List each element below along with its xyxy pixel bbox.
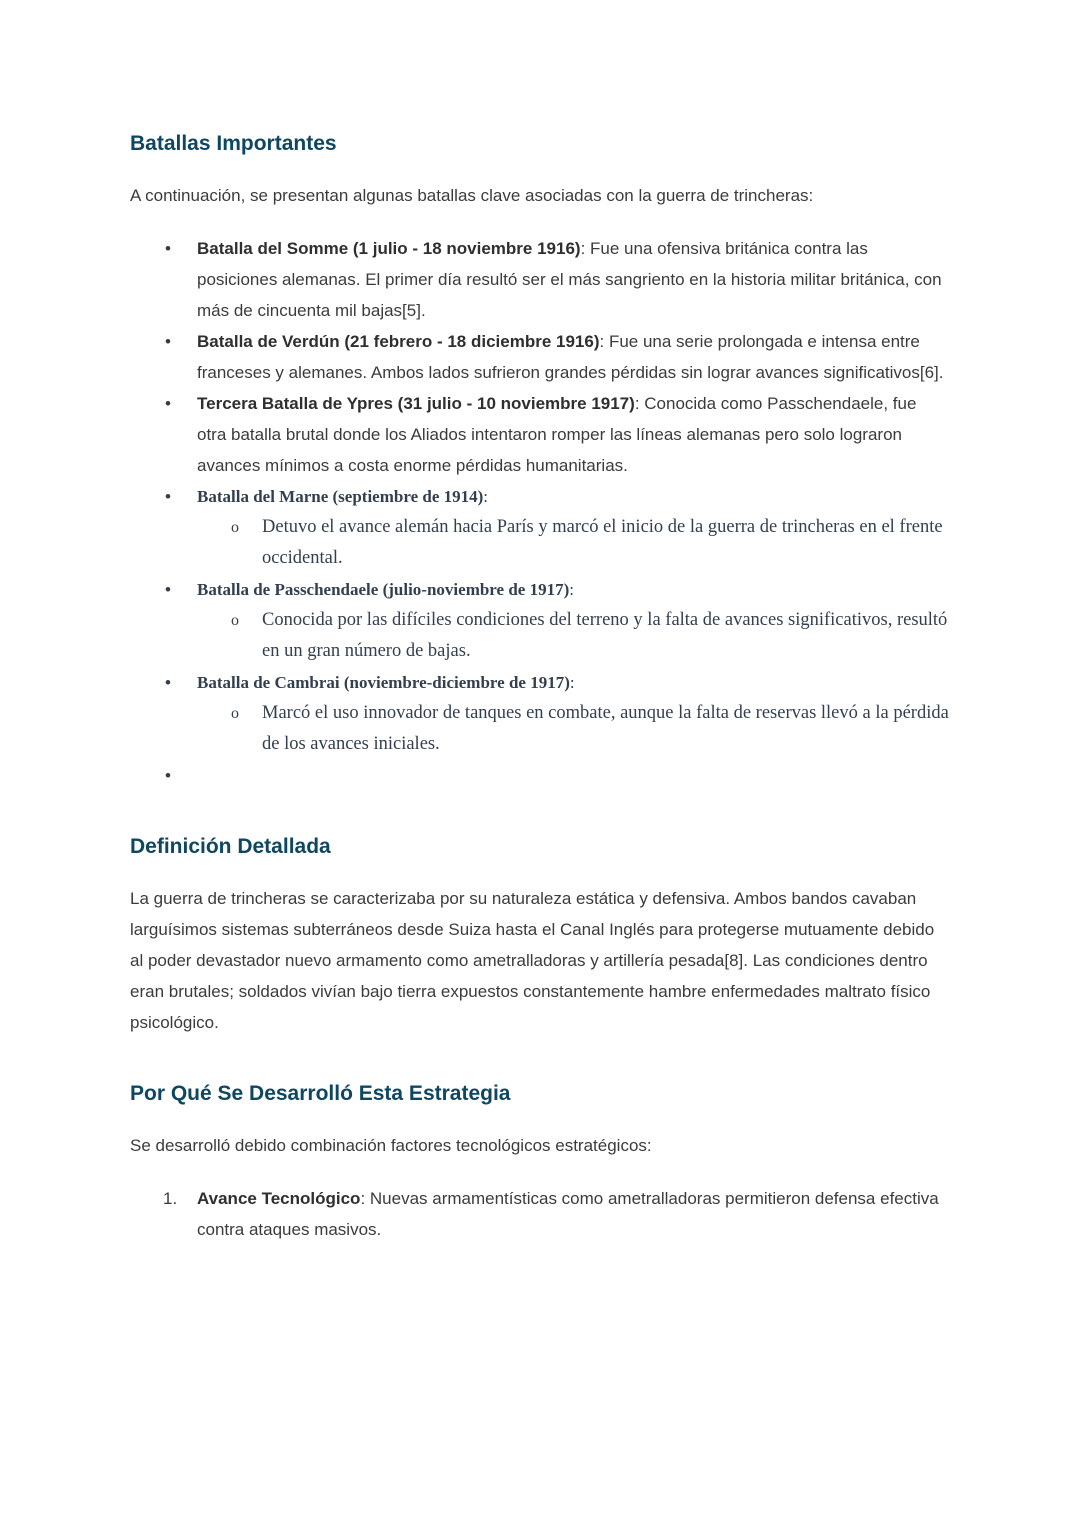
sub-item-text: Conocida por las difíciles condiciones del terreno y la falta de avances significativos, resultó en un gran número de bajas. [262,610,948,661]
list-item-somme [130,233,950,326]
bullet-icon: • [165,766,171,785]
sub-list-cambrai [197,698,950,760]
bullet-icon: • [165,580,171,599]
factors-numbered-list [130,1183,950,1245]
battle-text: : Fue una serie prolongada e intensa entre franceses y alemanes. Ambos lados sufrieron grandes pérdidas sin lograr avances significativos[6]. [197,332,944,382]
battle-text: : [483,487,489,506]
factor-title: Avance Tecnológico [197,1189,361,1208]
sub-list-item [197,698,950,760]
sub-list-passchendaele [197,605,950,667]
list-item-marne [130,481,950,574]
battle-title: Batalla de Verdún (21 febrero - 18 diciembre 1916) [197,332,600,351]
sub-item-text: Detuvo el avance alemán hacia París y marcó el inicio de la guerra de trincheras en el frente occidental. [262,517,943,568]
battle-text: : Fue una ofensiva británica contra las posiciones alemanas. El primer día resultó ser el más sangriento en la historia militar británica, con más de cincuenta mil bajas[5]. [197,239,942,320]
battle-text: : [569,673,575,692]
battle-text: : [569,580,574,599]
battle-title: Batalla del Marne (septiembre de 1914) [197,487,484,506]
bullet-icon: • [165,394,171,413]
bullet-icon: • [165,332,171,351]
list-item-passchendaele [130,574,950,667]
sub-list-marne [197,512,950,574]
paragraph-definicion: La guerra de trincheras se caracterizaba por su naturaleza estática y defensiva. Ambos bandos cavaban larguísimos sistemas subterráneos desde Suiza hasta el Canal Inglés para protegerse mutuamente debido al poder devastador nuevo armamento como ametralladoras y artillería pesada[8]. Las condiciones dentro eran brutales; soldados vivían bajo tierra expuestos constantemente hambre enfermedades maltrato físico psicológico. [130,889,935,1032]
circle-bullet-icon: o [231,519,239,536]
battle-title: Batalla de Cambrai (noviembre-diciembre de 1917) [197,673,570,692]
sub-list-item [197,605,950,667]
list-item-verdun [130,326,950,388]
heading-batallas-importantes: Batallas Importantes [130,132,337,155]
sub-item-text: Marcó el uso innovador de tanques en combate, aunque la falta de reservas llevó a la pérdida de los avances iniciales. [262,703,949,754]
circle-bullet-icon: o [231,705,239,722]
bullet-icon: • [165,673,171,692]
numbered-item-avance-tecnologico [130,1183,950,1245]
sub-list-item [197,512,950,574]
heading-definicion-detallada: Definición Detallada [130,835,331,858]
battle-title: Batalla de Passchendaele (julio-noviembre de 1917) [197,580,570,599]
intro-paragraph-estrategia: Se desarrolló debido combinación factores tecnológicos estratégicos: [130,1136,652,1155]
circle-bullet-icon: o [231,612,239,629]
battles-list [130,233,950,791]
list-item-empty [130,760,950,791]
heading-por-que-se-desarrollo: Por Qué Se Desarrolló Esta Estrategia [130,1082,511,1105]
list-number: 1. [163,1189,178,1208]
bullet-icon: • [165,239,171,258]
intro-paragraph-batallas: A continuación, se presentan algunas batallas clave asociadas con la guerra de trincheras: [130,186,814,205]
battle-title: Tercera Batalla de Ypres (31 julio - 10 noviembre 1917) [197,394,635,413]
bullet-icon: • [165,487,171,506]
list-item-cambrai [130,667,950,760]
battle-text: : Conocida como Passchendaele, fue otra batalla brutal donde los Aliados intentaron romper las líneas alemanas pero solo lograron avances mínimos a costa enorme pérdidas humanitarias. [197,394,917,475]
list-item-ypres [130,388,950,481]
factor-text: : Nuevas armamentísticas como ametralladoras permitieron defensa efectiva contra ataques masivos. [197,1189,939,1239]
battle-title: Batalla del Somme (1 julio - 18 noviembre 1916) [197,239,581,258]
